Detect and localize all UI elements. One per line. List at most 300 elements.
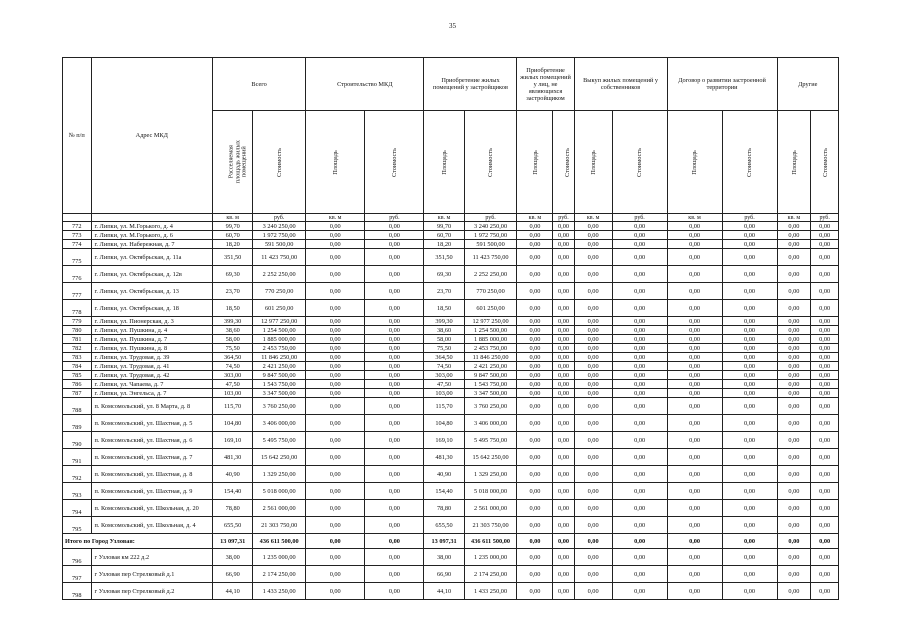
row-value: 0,00 <box>553 353 574 362</box>
row-value: 0,00 <box>612 380 667 389</box>
row-value: 601 250,00 <box>253 300 306 317</box>
row-address: п. Комсомольский, ул. Шахтная, д. 9 <box>91 483 213 500</box>
row-value: 0,00 <box>365 371 424 380</box>
row-value: 0,00 <box>517 353 553 362</box>
row-value: 0,00 <box>777 335 811 344</box>
row-value: 0,00 <box>777 398 811 415</box>
row-value: 5 495 750,00 <box>253 432 306 449</box>
row-number: 774 <box>63 240 92 249</box>
row-value: 0,00 <box>722 300 777 317</box>
row-value: 1 254 500,00 <box>464 326 517 335</box>
row-value: 0,00 <box>306 389 365 398</box>
row-value: 0,00 <box>574 326 612 335</box>
row-value: 3 760 250,00 <box>253 398 306 415</box>
row-number: 782 <box>63 344 92 353</box>
row-value: 0,00 <box>306 344 365 353</box>
row-value: 0,00 <box>811 483 839 500</box>
row-value: 0,00 <box>612 583 667 600</box>
row-value: 3 347 500,00 <box>253 389 306 398</box>
housing-resettlement-table <box>62 57 839 600</box>
row-value: 0,00 <box>517 362 553 371</box>
row-value: 0,00 <box>365 317 424 326</box>
row-value: 0,00 <box>306 449 365 466</box>
row-value: 0,00 <box>365 249 424 266</box>
row-value: 3 406 000,00 <box>464 415 517 432</box>
row-value: 0,00 <box>553 398 574 415</box>
row-value: 0,00 <box>365 466 424 483</box>
row-value: 2 453 750,00 <box>464 344 517 353</box>
table-row <box>63 249 839 266</box>
row-value: 2 252 250,00 <box>253 266 306 283</box>
row-value: 0,00 <box>811 344 839 353</box>
row-value: 0,00 <box>722 449 777 466</box>
row-value: 0,00 <box>553 517 574 534</box>
row-value: 18,50 <box>213 300 253 317</box>
row-value: 0,00 <box>553 249 574 266</box>
total-value: 0,00 <box>365 534 424 549</box>
row-value: 0,00 <box>811 549 839 566</box>
row-value: 0,00 <box>777 449 811 466</box>
row-value: 0,00 <box>811 231 839 240</box>
row-value: 0,00 <box>811 380 839 389</box>
table-row <box>63 583 839 600</box>
row-value: 0,00 <box>365 283 424 300</box>
subheader-cost: Стоимость <box>365 111 424 214</box>
row-value: 0,00 <box>722 362 777 371</box>
table-row <box>63 231 839 240</box>
row-value: 0,00 <box>365 398 424 415</box>
row-value: 0,00 <box>612 549 667 566</box>
row-value: 0,00 <box>553 466 574 483</box>
row-value: 0,00 <box>574 449 612 466</box>
row-value: 0,00 <box>553 483 574 500</box>
row-value: 0,00 <box>553 240 574 249</box>
row-value: 0,00 <box>777 362 811 371</box>
row-value: 0,00 <box>553 432 574 449</box>
row-value: 0,00 <box>722 500 777 517</box>
row-value: 0,00 <box>517 432 553 449</box>
row-value: 1 885 000,00 <box>253 335 306 344</box>
row-value: 0,00 <box>365 549 424 566</box>
table-row <box>63 362 839 371</box>
table-row <box>63 449 839 466</box>
row-value: 0,00 <box>612 300 667 317</box>
row-value: 0,00 <box>517 415 553 432</box>
row-value: 0,00 <box>777 326 811 335</box>
row-number: 783 <box>63 353 92 362</box>
row-value: 0,00 <box>612 449 667 466</box>
row-value: 0,00 <box>667 583 722 600</box>
row-address: п. Комсомольский, ул. Шахтная, д. 7 <box>91 449 213 466</box>
row-value: 0,00 <box>517 371 553 380</box>
row-value: 0,00 <box>306 240 365 249</box>
subheader-area: Площадь <box>517 111 553 214</box>
row-value: 0,00 <box>306 231 365 240</box>
row-value: 0,00 <box>553 300 574 317</box>
row-value: 40,90 <box>424 466 464 483</box>
row-value: 0,00 <box>612 389 667 398</box>
row-value: 0,00 <box>306 222 365 231</box>
row-value: 0,00 <box>517 283 553 300</box>
row-value: 0,00 <box>365 353 424 362</box>
row-value: 1 329 250,00 <box>464 466 517 483</box>
row-value: 5 018 000,00 <box>464 483 517 500</box>
row-value: 0,00 <box>517 231 553 240</box>
row-value: 0,00 <box>517 300 553 317</box>
row-value: 0,00 <box>667 362 722 371</box>
table-row <box>63 240 839 249</box>
row-value: 0,00 <box>306 517 365 534</box>
row-value: 0,00 <box>667 517 722 534</box>
row-value: 0,00 <box>722 222 777 231</box>
row-value: 169,10 <box>424 432 464 449</box>
row-value: 0,00 <box>574 500 612 517</box>
unit-area: кв. м <box>667 214 722 222</box>
row-value: 0,00 <box>574 317 612 326</box>
row-number: 787 <box>63 389 92 398</box>
row-value: 23,70 <box>213 283 253 300</box>
row-value: 5 018 000,00 <box>253 483 306 500</box>
header-index: № п/п <box>63 58 92 214</box>
row-value: 0,00 <box>574 483 612 500</box>
row-value: 0,00 <box>612 432 667 449</box>
row-value: 770 250,00 <box>253 283 306 300</box>
row-value: 0,00 <box>722 549 777 566</box>
row-value: 0,00 <box>553 380 574 389</box>
row-value: 0,00 <box>574 415 612 432</box>
row-value: 0,00 <box>365 222 424 231</box>
row-value: 0,00 <box>722 249 777 266</box>
row-value: 0,00 <box>612 500 667 517</box>
row-number: 772 <box>63 222 92 231</box>
row-value: 0,00 <box>517 389 553 398</box>
row-value: 0,00 <box>811 449 839 466</box>
row-address: п. Комсомольский, ул. Школьная, д. 20 <box>91 500 213 517</box>
row-value: 351,50 <box>424 249 464 266</box>
row-value: 2 561 000,00 <box>253 500 306 517</box>
row-value: 0,00 <box>612 222 667 231</box>
row-value: 0,00 <box>306 266 365 283</box>
row-number: 785 <box>63 371 92 380</box>
row-address: г. Липки, ул. Октябрьская, д. 13 <box>91 283 213 300</box>
total-value: 0,00 <box>811 534 839 549</box>
table-row <box>63 344 839 353</box>
row-value: 23,70 <box>424 283 464 300</box>
row-value: 0,00 <box>667 398 722 415</box>
subheader-area: Площадь <box>306 111 365 214</box>
row-value: 770 250,00 <box>464 283 517 300</box>
row-value: 0,00 <box>777 517 811 534</box>
row-number: 784 <box>63 362 92 371</box>
total-value: 0,00 <box>306 534 365 549</box>
row-value: 601 250,00 <box>464 300 517 317</box>
row-value: 169,10 <box>213 432 253 449</box>
row-value: 2 561 000,00 <box>464 500 517 517</box>
row-value: 0,00 <box>517 500 553 517</box>
row-value: 0,00 <box>667 483 722 500</box>
row-value: 0,00 <box>612 353 667 362</box>
table-row <box>63 466 839 483</box>
row-value: 0,00 <box>574 222 612 231</box>
header-group-buyout: Выкуп жилых помещений у собственников <box>574 58 667 111</box>
row-address: г. Липки, ул. Пушкина, д. 7 <box>91 335 213 344</box>
row-address: г. Липки, ул. Чапаева, д. 7 <box>91 380 213 389</box>
row-value: 0,00 <box>306 500 365 517</box>
row-value: 0,00 <box>667 432 722 449</box>
row-value: 66,90 <box>424 566 464 583</box>
row-value: 99,70 <box>424 222 464 231</box>
row-value: 0,00 <box>574 566 612 583</box>
unit-area: кв. м <box>574 214 612 222</box>
row-value: 0,00 <box>517 344 553 353</box>
row-value: 0,00 <box>777 249 811 266</box>
row-value: 0,00 <box>553 371 574 380</box>
row-value: 1 235 000,00 <box>464 549 517 566</box>
row-value: 154,40 <box>424 483 464 500</box>
row-value: 0,00 <box>722 380 777 389</box>
row-value: 0,00 <box>722 483 777 500</box>
row-value: 0,00 <box>777 466 811 483</box>
row-value: 0,00 <box>722 371 777 380</box>
row-value: 0,00 <box>722 389 777 398</box>
total-value: 0,00 <box>574 534 612 549</box>
row-value: 0,00 <box>667 449 722 466</box>
row-address: г. Липки, ул. Набережная, д. 7 <box>91 240 213 249</box>
row-value: 0,00 <box>553 344 574 353</box>
row-value: 0,00 <box>722 266 777 283</box>
row-value: 3 406 000,00 <box>253 415 306 432</box>
row-number: 788 <box>63 398 92 415</box>
row-value: 0,00 <box>365 240 424 249</box>
row-value: 0,00 <box>612 240 667 249</box>
row-value: 3 240 250,00 <box>464 222 517 231</box>
row-value: 0,00 <box>306 549 365 566</box>
row-value: 78,80 <box>213 500 253 517</box>
row-value: 0,00 <box>612 466 667 483</box>
row-value: 0,00 <box>722 415 777 432</box>
row-value: 0,00 <box>722 432 777 449</box>
row-value: 0,00 <box>574 371 612 380</box>
row-value: 0,00 <box>811 335 839 344</box>
row-value: 2 252 250,00 <box>464 266 517 283</box>
row-value: 0,00 <box>811 283 839 300</box>
row-value: 1 329 250,00 <box>253 466 306 483</box>
row-value: 481,30 <box>424 449 464 466</box>
row-value: 0,00 <box>667 344 722 353</box>
row-value: 0,00 <box>722 566 777 583</box>
row-value: 0,00 <box>365 517 424 534</box>
row-value: 0,00 <box>811 317 839 326</box>
row-value: 0,00 <box>722 517 777 534</box>
row-value: 0,00 <box>811 266 839 283</box>
row-value: 2 421 250,00 <box>253 362 306 371</box>
row-value: 0,00 <box>306 483 365 500</box>
row-address: г Узловая км 222 д.2 <box>91 549 213 566</box>
table-row <box>63 283 839 300</box>
row-number: 776 <box>63 266 92 283</box>
row-value: 21 303 750,00 <box>464 517 517 534</box>
row-value: 0,00 <box>667 335 722 344</box>
row-value: 0,00 <box>811 249 839 266</box>
row-value: 481,30 <box>213 449 253 466</box>
row-value: 1 543 750,00 <box>464 380 517 389</box>
row-value: 399,30 <box>213 317 253 326</box>
row-value: 591 500,00 <box>464 240 517 249</box>
total-value: 436 611 500,00 <box>253 534 306 549</box>
row-value: 0,00 <box>722 317 777 326</box>
row-value: 0,00 <box>777 222 811 231</box>
row-value: 0,00 <box>667 283 722 300</box>
row-value: 0,00 <box>574 249 612 266</box>
row-value: 0,00 <box>722 240 777 249</box>
subheader-cost: Стоимость <box>253 111 306 214</box>
row-value: 11 423 750,00 <box>464 249 517 266</box>
row-value: 0,00 <box>365 344 424 353</box>
row-value: 3 760 250,00 <box>464 398 517 415</box>
row-value: 0,00 <box>517 326 553 335</box>
row-value: 0,00 <box>667 300 722 317</box>
row-value: 0,00 <box>722 466 777 483</box>
row-value: 0,00 <box>612 283 667 300</box>
table-row <box>63 566 839 583</box>
row-value: 0,00 <box>667 389 722 398</box>
row-value: 0,00 <box>517 449 553 466</box>
table-row <box>63 335 839 344</box>
row-value: 75,50 <box>424 344 464 353</box>
row-value: 0,00 <box>306 432 365 449</box>
row-value: 0,00 <box>667 222 722 231</box>
row-value: 1 433 250,00 <box>253 583 306 600</box>
table-row <box>63 389 839 398</box>
row-value: 115,70 <box>424 398 464 415</box>
row-value: 0,00 <box>365 483 424 500</box>
row-value: 0,00 <box>574 549 612 566</box>
row-value: 11 846 250,00 <box>253 353 306 362</box>
row-address: г. Липки, ул. Октябрьская, д. 11а <box>91 249 213 266</box>
row-value: 0,00 <box>365 566 424 583</box>
row-value: 44,10 <box>424 583 464 600</box>
row-value: 0,00 <box>306 566 365 583</box>
row-value: 0,00 <box>777 483 811 500</box>
row-value: 0,00 <box>306 283 365 300</box>
row-value: 0,00 <box>553 317 574 326</box>
row-value: 0,00 <box>811 300 839 317</box>
unit-area: кв. м <box>213 214 253 222</box>
row-value: 0,00 <box>365 500 424 517</box>
row-value: 0,00 <box>517 249 553 266</box>
header-group-other: Другие <box>777 58 838 111</box>
row-value: 0,00 <box>553 362 574 371</box>
row-value: 0,00 <box>553 583 574 600</box>
row-value: 0,00 <box>777 266 811 283</box>
row-value: 69,30 <box>424 266 464 283</box>
row-value: 1 885 000,00 <box>464 335 517 344</box>
header-group-developer-purchase: Приобретение жилых помещений у застройщиков <box>424 58 517 111</box>
row-value: 0,00 <box>811 326 839 335</box>
row-value: 591 500,00 <box>253 240 306 249</box>
row-value: 0,00 <box>306 398 365 415</box>
subheader-area: Площадь <box>574 111 612 214</box>
row-value: 0,00 <box>517 483 553 500</box>
row-value: 0,00 <box>777 583 811 600</box>
unit-area: кв. м <box>306 214 365 222</box>
row-value: 44,10 <box>213 583 253 600</box>
row-value: 655,50 <box>424 517 464 534</box>
row-number: 789 <box>63 415 92 432</box>
unit-area: кв. м <box>777 214 811 222</box>
table-row <box>63 371 839 380</box>
row-value: 0,00 <box>306 300 365 317</box>
row-value: 0,00 <box>365 432 424 449</box>
total-label: Итого по Город Узловая: <box>63 534 213 549</box>
row-number: 793 <box>63 483 92 500</box>
row-value: 0,00 <box>517 222 553 231</box>
row-number: 777 <box>63 283 92 300</box>
subheader-resettled-area: Расселяемая площадь жилых помещений <box>213 111 253 214</box>
row-value: 21 303 750,00 <box>253 517 306 534</box>
row-value: 0,00 <box>574 266 612 283</box>
row-value: 0,00 <box>574 380 612 389</box>
row-value: 0,00 <box>777 231 811 240</box>
unit-area: кв. м <box>424 214 464 222</box>
row-value: 38,60 <box>213 326 253 335</box>
table-row <box>63 549 839 566</box>
row-value: 0,00 <box>612 266 667 283</box>
row-value: 0,00 <box>667 500 722 517</box>
row-value: 38,60 <box>424 326 464 335</box>
total-value: 13 097,31 <box>213 534 253 549</box>
row-value: 0,00 <box>612 326 667 335</box>
row-number: 798 <box>63 583 92 600</box>
table-row <box>63 326 839 335</box>
subheader-area: Площадь <box>777 111 811 214</box>
total-value: 13 097,31 <box>424 534 464 549</box>
row-value: 0,00 <box>574 362 612 371</box>
row-value: 0,00 <box>777 240 811 249</box>
row-value: 0,00 <box>811 500 839 517</box>
row-value: 0,00 <box>612 371 667 380</box>
row-value: 154,40 <box>213 483 253 500</box>
row-value: 0,00 <box>553 549 574 566</box>
row-address: г Узловая пер Стрелковый д.1 <box>91 566 213 583</box>
row-value: 0,00 <box>811 398 839 415</box>
unit-cost: руб. <box>612 214 667 222</box>
subheader-cost: Стоимость <box>464 111 517 214</box>
row-value: 0,00 <box>517 466 553 483</box>
row-number: 775 <box>63 249 92 266</box>
row-value: 47,50 <box>424 380 464 389</box>
row-address: г Узловая пер Стрелковый д.2 <box>91 583 213 600</box>
row-value: 0,00 <box>667 371 722 380</box>
table-row <box>63 517 839 534</box>
row-value: 0,00 <box>365 389 424 398</box>
row-value: 69,30 <box>213 266 253 283</box>
row-number: 794 <box>63 500 92 517</box>
row-value: 0,00 <box>811 415 839 432</box>
row-value: 0,00 <box>553 389 574 398</box>
row-value: 0,00 <box>777 500 811 517</box>
row-value: 0,00 <box>667 466 722 483</box>
row-value: 99,70 <box>213 222 253 231</box>
row-value: 0,00 <box>517 583 553 600</box>
row-value: 0,00 <box>777 344 811 353</box>
row-value: 0,00 <box>811 566 839 583</box>
row-value: 75,50 <box>213 344 253 353</box>
row-value: 0,00 <box>574 432 612 449</box>
row-value: 1 433 250,00 <box>464 583 517 600</box>
row-value: 12 977 250,00 <box>464 317 517 326</box>
table-row <box>63 380 839 389</box>
